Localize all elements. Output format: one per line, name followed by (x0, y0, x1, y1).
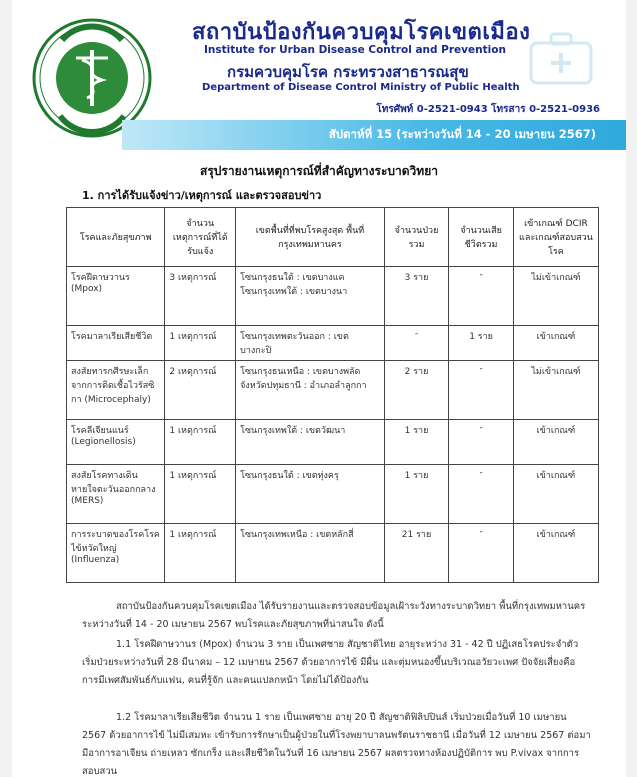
medical-kit-icon (526, 28, 596, 88)
cell-deaths: - (449, 524, 514, 583)
department-name-thai: กรมควบคุมโรค กระทรวงสาธารณสุข (227, 63, 469, 81)
cell-deaths: - (449, 465, 514, 524)
cell-disease: การระบาดของโรคโรคไข้หวัดใหญ่ (Influenza) (67, 524, 165, 583)
org-name-thai: สถาบันป้องกันควบคุมโรคเขตเมือง (192, 20, 531, 45)
cell-areas (236, 361, 385, 420)
cell-deaths: - (449, 420, 514, 465)
cell-events: 2 เหตุการณ์ (165, 361, 236, 420)
table-row (67, 361, 599, 420)
cell-cases: - (384, 326, 449, 361)
cell-events: 3 เหตุการณ์ (165, 267, 236, 326)
header-cases: จำนวนป่วยรวม (384, 208, 449, 267)
cell-areas (236, 524, 385, 583)
cell-areas (236, 420, 385, 465)
contact-numbers: โทรศัพท์ 0-2521-0943 โทรสาร 0-2521-0936 (376, 104, 600, 115)
header-areas: เขตพื้นที่ที่พบโรคสูงสุด พื้นที่กรุงเทพมหานคร (236, 208, 385, 267)
cell-events: 1 เหตุการณ์ (165, 524, 236, 583)
cell-dcir: เข้าเกณฑ์ (513, 524, 598, 583)
report-title: สรุปรายงานเหตุการณ์ที่สำคัญทางระบาดวิทยา (200, 164, 438, 178)
cell-disease: สงสัยโรคทางเดินหายใจตะวันออกกลาง (MERS) (67, 465, 165, 524)
table-row (67, 326, 599, 361)
header-events: จำนวนเหตุการณ์ที่ได้รับแจ้ง (165, 208, 236, 267)
cell-dcir: เข้าเกณฑ์ (513, 420, 598, 465)
summary-paragraph: สถาบันป้องกันควบคุมโรคเขตเมือง ได้รับรายงานและตรวจสอบข้อมูลเฝ้าระวังทางระบาดวิทยา พื้นที่กรุงเทพมหานคร ระหว่างวันที่ 14 - 20 เมษายน 2567 พบโรคและภัยสุขภาพที่น่าสนใจ ดังนี้ (82, 601, 586, 630)
table-row (67, 267, 599, 326)
cell-disease: โรคลีเจียนแนร์ (Legionellosis) (67, 420, 165, 465)
week-label: สัปดาห์ที่ 15 (ระหว่างวันที่ 14 - 20 เมษายน 2567) (328, 127, 596, 141)
area-line: โซนกรุงเทพเหนือ : เขตหลักสี่ (240, 530, 354, 540)
table-header-row (67, 208, 599, 267)
cell-areas (236, 326, 385, 361)
area-line: โซนกรุงธนใต้ : เขตบางแค (240, 273, 345, 283)
area-line: โซนกรุงธนใต้ : เขตทุ่งครุ (240, 471, 339, 481)
document-page (12, 0, 626, 777)
cell-dcir: ไม่เข้าเกณฑ์ (513, 267, 598, 326)
cell-events: 1 เหตุการณ์ (165, 420, 236, 465)
area-line: โซนกรุงธนเหนือ : เขตบางพลัด (240, 367, 361, 377)
section-heading-1: 1. การได้รับแจ้งข่าว/เหตุการณ์ และตรวจสอบข่าว (82, 189, 322, 202)
cell-cases: 1 ราย (384, 420, 449, 465)
cell-dcir: ไม่เข้าเกณฑ์ (513, 361, 598, 420)
cell-deaths: - (449, 361, 514, 420)
cell-events: 1 เหตุการณ์ (165, 465, 236, 524)
area-line: โซนกรุงเทพใต้ : เขตวัฒนา (240, 426, 346, 436)
cell-deaths: - (449, 267, 514, 326)
cell-cases: 3 ราย (384, 267, 449, 326)
cell-disease: สงสัยทารกศีรษะเล็กจากการติดเชื้อไวรัสซิกา (Microcephaly) (67, 361, 165, 420)
cell-deaths: 1 ราย (449, 326, 514, 361)
table-row (67, 420, 599, 465)
table-row (67, 465, 599, 524)
header-disease: โรคและภัยสุขภาพ (67, 208, 165, 267)
area-line: จังหวัดปทุมธานี : อำเภอลำลูกกา (240, 381, 367, 391)
org-name-english: Institute for Urban Disease Control and Prevention (204, 44, 506, 56)
cell-disease: โรคมาลาเรียเสียชีวิต (67, 326, 165, 361)
header-deaths: จำนวนเสียชีวิตรวม (449, 208, 514, 267)
cell-events: 1 เหตุการณ์ (165, 326, 236, 361)
mpox-paragraph: 1.1 โรคฝีดาษวานร (Mpox) จำนวน 3 ราย เป็นเพศชาย สัญชาติไทย อายุระหว่าง 31 - 42 ปี ปฏิเสธโรคประจำตัว เริ่มป่วยระหว่างวันที่ 28 มีนาคม – 12 เมษายน 2567 ด้วยอาการไข้ มีผื่น และตุ่มหนองขึ้นบริเวณอวัยวะเพศ ปัจจัยเสี่ยงคือ การมีเพศสัมพันธ์กับแฟน, คนที่รู้จัก และคนแปลกหน้า โดยไม่ได้ป้องกัน (82, 639, 579, 686)
area-line: โซนกรุงเทพตะวันออก : เขตบางกะปิ (240, 332, 349, 356)
events-table (66, 207, 599, 583)
letterhead (12, 0, 626, 150)
malaria-paragraph: 1.2 โรคมาลาเรียเสียชีวิต จำนวน 1 ราย เป็นเพศชาย อายุ 20 ปี สัญชาติฟิลิปปินส์ เริ่มป่วยเมื่อวันที่ 10 เมษายน 2567 ด้วยอาการไข้ ไม่มีเสมหะ เข้ารับการรักษาเป็นผู้ป่วยในที่โรงพยาบาลนพรัตนราชธานี เมื่อวันที่ 12 เมษายน 2567 ต่อมามีอาการอาเจียน ถ่ายเหลว ซักเกร็ง และเสียชีวิตในวันที่ 16 เมษายน 2567 ผลตรวจทางห้องปฏิบัติการ พบ P.vivax จากการสอบสวน (82, 712, 591, 777)
department-name-english: Department of Disease Control Ministry of Public Health (202, 82, 520, 93)
cell-cases: 2 ราย (384, 361, 449, 420)
cell-disease: โรคฝีดาษวานร (Mpox) (67, 267, 165, 326)
cell-cases: 21 ราย (384, 524, 449, 583)
cell-areas (236, 267, 385, 326)
cell-dcir: เข้าเกณฑ์ (513, 465, 598, 524)
cell-cases: 1 ราย (384, 465, 449, 524)
area-line: โซนกรุงเทพใต้ : เขตบางนา (240, 287, 348, 297)
cell-dcir: เข้าเกณฑ์ (513, 326, 598, 361)
cell-areas (236, 465, 385, 524)
header-dcir: เข้าเกณฑ์ DCIR และเกณฑ์สอบสวนโรค (513, 208, 598, 267)
table-row (67, 524, 599, 583)
